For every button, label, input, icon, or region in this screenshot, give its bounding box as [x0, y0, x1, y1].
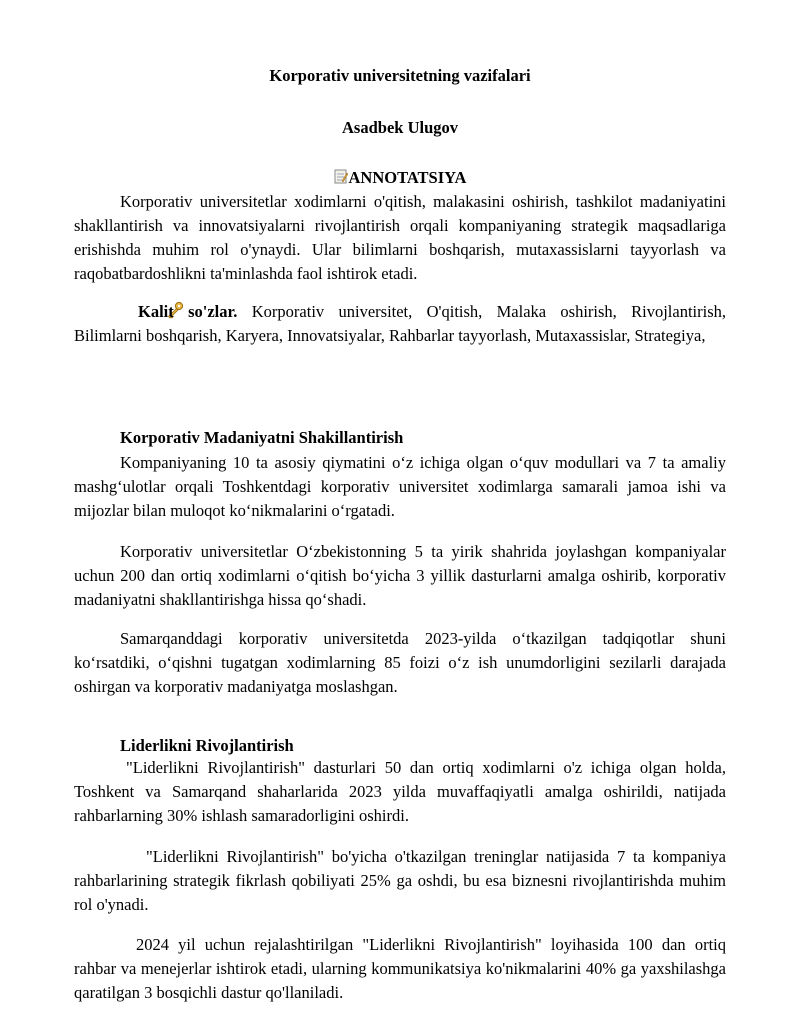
keywords-label: Kalit so'zlar. [138, 302, 238, 321]
section-heading-leadership: Liderlikni Rivojlantirish [120, 736, 294, 755]
annotation-heading [0, 168, 800, 188]
section2-paragraph-2: "Liderlikni Rivojlantirish" bo'yicha o'tkazilgan treninglar natijasida 7 ta kompaniya rahbarlarining strategik fikrlash qobiliyati 25% ga oshdi, bu esa biznesni rivojlantirishda muhim rol o'ynadi. [74, 847, 726, 914]
section1-paragraph-2: Korporativ universitetlar O‘zbekistonning 5 ta yirik shahrida joylashgan kompaniyalar uchun 200 dan ortiq xodimlarni o‘qitish bo‘yicha 3 yillik dasturlarni amalga oshirib, korporativ madaniyatni shakllantirishga hissa qo‘shadi. [74, 542, 726, 609]
section2-paragraph-1: "Liderlikni Rivojlantirish" dasturlari 50 dan ortiq xodimlarni o'z ichiga olgan holda, Toshkent va Samarqand shaharlarida 2023 yilda muvaffaqiyatli amalga oshirildi, natijada rahbarlarning 30% ishlash samaradorligini oshirdi. [74, 758, 726, 825]
document-title: Korporativ universitetning vazifalari [269, 66, 531, 85]
keywords-text: Korporativ universitet, O'qitish, Malaka oshirish, Rivojlantirish, Bilimlarni boshqarish, Karyera, Innovatsiyalar, Rahbarlar tayyorlash, Mutaxassislar, Strategiya, [74, 302, 726, 345]
annotation-heading-text: ANNOTATSIYA [348, 168, 467, 187]
section1-paragraph-1: Kompaniyaning 10 ta asosiy qiymatini o‘z ichiga olgan o‘quv modullari va 7 ta amaliy mashg‘ulotlar orqali Toshkentdagi korporativ universitet xodimlarga samarali jamoa ishi va mijozlar bilan muloqot ko‘nikmalarini o‘rgatadi. [74, 453, 726, 520]
key-icon [120, 301, 138, 319]
keywords-paragraph [74, 300, 726, 348]
author-name: Asadbek Ulugov [342, 118, 458, 137]
annotation-text: Korporativ universitetlar xodimlarni o'qitish, malakasini oshirish, tashkilot madaniyatini shakllantirish va innovatsiyalarni rivojlantirish orqali kompaniyaning strategik maqsadlariga erishishda muhim rol o'ynaydi. Ular bilimlarni boshqarish, mutaxassislarni tayyorlash va raqobatbardoshlikni ta'minlashda faol ishtirok etadi. [74, 192, 726, 283]
section2-paragraph-3: 2024 yil uchun rejalashtirilgan "Liderlikni Rivojlantirish" loyihasida 100 dan ortiq rahbar va menejerlar ishtirok etadi, ularning kommunikatsiya ko'nikmalarini 40% ga yaxshilashga qaratilgan 3 bosqichli dastur qo'llaniladi. [74, 935, 726, 1002]
section-heading-culture: Korporativ Madaniyatni Shakillantirish [120, 428, 404, 447]
memo-icon [334, 169, 348, 184]
section1-paragraph-3: Samarqanddagi korporativ universitetda 2023-yilda o‘tkazilgan tadqiqotlar shuni ko‘rsatdiki, o‘qishni tugatgan xodimlarning 85 foizi o‘z ish unumdorligini sezilarli darajada oshirgan va korporativ madaniyatga moslashgan. [74, 629, 726, 696]
